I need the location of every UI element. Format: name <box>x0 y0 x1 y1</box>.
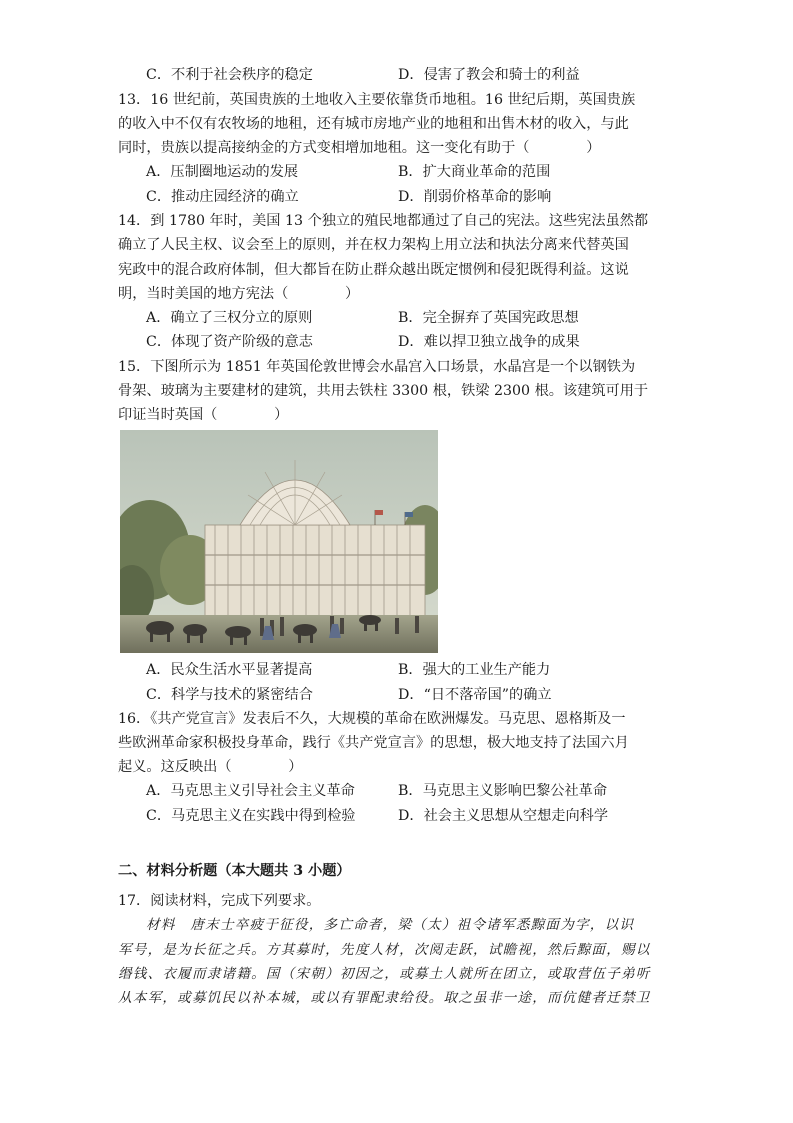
q16-text-line: 16．《共产党宣言》发表后不久，大规模的革命在欧洲爆发。马克思、恩格斯及一 <box>118 711 626 727</box>
q12-option-d: D．侵害了教会和骑士的利益 <box>398 67 580 83</box>
q17-prompt: 17．阅读材料，完成下列要求。 <box>118 893 321 909</box>
q14-option-b: B．完全摒弃了英国宪政思想 <box>398 310 579 326</box>
q16-text-line: 些欧洲革命家积极投身革命，践行《共产党宣言》的思想，极大地支持了法国六月 <box>118 735 629 751</box>
q15-text-line: 印证当时英国（ ） <box>118 407 289 423</box>
q15-text-line: 骨架、玻璃为主要建材的建筑，共用去铁柱 3300 根，铁梁 2300 根。该建筑可用于 <box>118 383 649 399</box>
q14-option-c: C．体现了资产阶级的意志 <box>146 334 313 350</box>
q14-text-line: 14．到 1780 年时，美国 13 个独立的殖民地都通过了自己的宪法。这些宪法虽然都 <box>118 213 649 229</box>
q16-option-d: D．社会主义思想从空想走向科学 <box>398 808 609 824</box>
q16-text-line: 起义。这反映出（ ） <box>118 759 303 775</box>
crystal-palace-illustration <box>120 430 438 653</box>
q12-option-c: C．不利于社会秩序的稳定 <box>146 67 313 83</box>
q16-option-c: C．马克思主义在实践中得到检验 <box>146 808 356 824</box>
section-heading: 二、材料分析题（本大题共 3 小题） <box>118 863 351 879</box>
q16-option-b: B．马克思主义影响巴黎公社革命 <box>398 783 608 799</box>
q13-option-a: A．压制圈地运动的发展 <box>146 164 299 180</box>
q14-option-a: A．确立了三权分立的原则 <box>146 310 313 326</box>
q14-text-line: 明，当时美国的地方宪法（ ） <box>118 286 360 302</box>
q15-option-d: D．“日不落帝国”的确立 <box>398 687 552 703</box>
q15-option-a: A．民众生活水平显著提高 <box>146 662 313 678</box>
q17-material-line: 军号，是为长征之兵。方其募时，先度人材，次阅走跃，试瞻视，然后黥面，赐以 <box>118 942 651 958</box>
q14-text-line: 宪政中的混合政府体制，但大都旨在防止群众越出既定惯例和侵犯既得利益。这说 <box>118 262 629 278</box>
q17-material-line: 缗钱、衣履而隶诸籍。国（宋朝）初因之，或募土人就所在团立，或取营伍子弟听 <box>118 966 651 982</box>
q13-text-line: 13．16 世纪前，英国贵族的土地收入主要依靠货币地租。16 世纪后期，英国贵族 <box>118 92 636 108</box>
q15-text-line: 15．下图所示为 1851 年英国伦敦世博会水晶宫入口场景，水晶宫是一个以钢铁为 <box>118 359 636 375</box>
q14-text-line: 确立了人民主权、议会至上的原则，并在权力架构上用立法和执法分离来代替英国 <box>118 237 629 253</box>
q17-material-line: 从本军，或募饥民以补本城，或以有罪配隶给役。取之虽非一途，而伉健者迁禁卫 <box>118 990 651 1006</box>
q13-text-line: 同时，贵族以提高接纳金的方式变相增加地租。这一变化有助于（ ） <box>118 140 601 156</box>
q16-option-a: A．马克思主义引导社会主义革命 <box>146 783 355 799</box>
q13-text-line: 的收入中不仅有农牧场的地租，还有城市房地产业的地租和出售木材的收入，与此 <box>118 116 629 132</box>
q15-option-c: C．科学与技术的紧密结合 <box>146 687 313 703</box>
q13-option-b: B．扩大商业革命的范围 <box>398 164 551 180</box>
q15-option-b: B．强大的工业生产能力 <box>398 662 551 678</box>
q13-option-c: C．推动庄园经济的确立 <box>146 189 299 205</box>
q13-option-d: D．削弱价格革命的影响 <box>398 189 552 205</box>
q14-option-d: D．难以捍卫独立战争的成果 <box>398 334 580 350</box>
q17-material-line: 材料 唐末士卒疲于征役，多亡命者，梁（太）祖令诸军悉黥面为字，以识 <box>146 917 635 933</box>
